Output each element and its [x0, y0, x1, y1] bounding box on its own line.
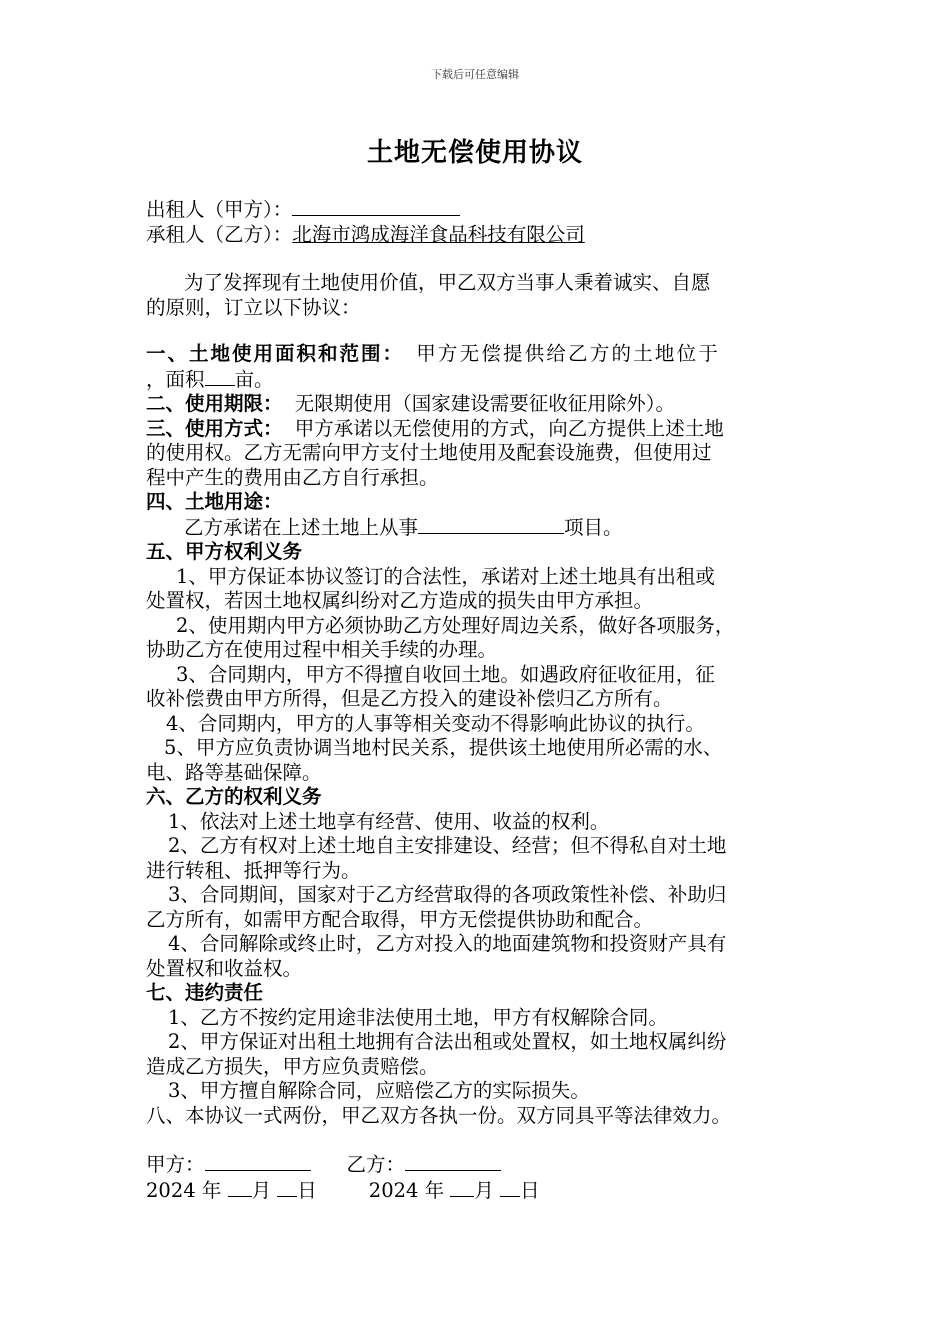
signature-row [146, 1152, 808, 1178]
spacer [146, 1128, 808, 1152]
section-5-item-cont: 协助乙方在使用过程中相关手续的办理。 [146, 638, 498, 661]
area-blank [205, 367, 235, 386]
month-blank [228, 1178, 252, 1197]
section-3-line [146, 417, 808, 442]
section-5-item-cont: 收补偿费由甲方所得，但是乙方投入的建设补偿归乙方所有。 [146, 687, 673, 710]
year-unit: 年 [424, 1178, 445, 1202]
section-6-item: 4、合同解除或终止时，乙方对投入的地面建筑物和投资财产具有 [168, 932, 727, 955]
section-3-line-3: 程中产生的费用由乙方自行承担。 [146, 465, 439, 489]
project-blank [418, 515, 564, 534]
section-5-item: 1、甲方保证本协议签订的合法性，承诺对上述土地具有出租或 [176, 564, 715, 588]
section-6-item-cont: 乙方所有，如需甲方配合取得，甲方无偿提供协助和配合。 [146, 907, 654, 931]
section-5-heading: 五、甲方权利义务 [146, 540, 303, 563]
lessor-label: 出租人（甲方）： [146, 198, 293, 221]
day-unit: 日 [297, 1178, 317, 1202]
section-5-item-cont: 电、路等基础保障。 [146, 760, 322, 784]
section-5-item: 5、甲方应负责协调当地村民关系，提供该土地使用所必需的水、 [164, 736, 723, 759]
intro-line-1: 为了发挥现有土地使用价值，甲乙双方当事人秉着诚实、自愿 [184, 271, 711, 294]
section-4-line [146, 515, 808, 541]
lessee-label: 承租人（乙方）： [146, 222, 293, 246]
section-6-item: 3、合同期间，国家对于乙方经营取得的各项政策性补偿、补助归 [168, 883, 727, 906]
section-1-text: 甲方无偿提供给乙方的土地位于 [416, 342, 721, 365]
party-a-year: 2024 [146, 1178, 196, 1202]
section-7-item-cont: 造成乙方损失，甲方应负责赔偿。 [146, 1054, 439, 1078]
section-2-text: 无限期使用（国家建设需要征收征用除外）。 [294, 392, 675, 415]
section-7-item: 3、甲方擅自解除合同，应赔偿乙方的实际损失。 [168, 1079, 590, 1102]
lessor-blank [292, 197, 460, 216]
section-1-heading: 一、土地使用面积和范围： [146, 342, 405, 365]
section-1-area-unit: 亩。 [234, 367, 274, 391]
section-3-line-2: 的使用权。乙方无需向甲方支付土地使用及配套设施费，但使用过 [146, 441, 712, 464]
month-blank [450, 1178, 474, 1197]
section-7-item: 1、乙方不按约定用途非法使用土地，甲方有权解除合同。 [168, 1005, 668, 1029]
month-unit: 月 [474, 1178, 494, 1202]
section-5-item: 2、使用期内甲方必须协助乙方处理好周边关系，做好各项服务， [176, 613, 735, 637]
month-unit: 月 [251, 1178, 272, 1202]
section-3-heading: 三、使用方式： [146, 416, 283, 440]
year-unit: 年 [201, 1178, 222, 1202]
party-b-year: 2024 [368, 1178, 419, 1202]
section-4-text-end: 项目。 [564, 515, 623, 539]
section-6-item: 1、依法对上述土地享有经营、使用、收益的权利。 [168, 809, 610, 833]
lessee-line [146, 223, 808, 248]
intro-line-2: 的原则，订立以下协议： [146, 295, 361, 319]
party-b-label: 乙方： [346, 1153, 406, 1176]
section-1-line-2 [146, 367, 808, 393]
day-blank [500, 1178, 520, 1197]
header-note: 下载后可任意编辑 [431, 68, 519, 81]
section-6-item-cont: 处置权和收益权。 [146, 956, 303, 980]
party-a-blank [205, 1152, 311, 1171]
section-2-line [146, 392, 808, 417]
section-4-heading: 四、土地用途： [146, 490, 283, 513]
spacer [146, 247, 808, 271]
section-2-heading: 二、使用期限： [146, 392, 283, 415]
section-3-text: 甲方承诺以无偿使用的方式，向乙方提供上述土地 [294, 416, 724, 440]
section-5-item-cont: 处置权，若因土地权属纠纷对乙方造成的损失由甲方承担。 [146, 589, 654, 612]
party-b-blank [405, 1152, 501, 1171]
day-blank [277, 1178, 297, 1197]
document-title: 土地无偿使用协议 [366, 138, 583, 168]
date-row [146, 1178, 808, 1204]
section-5-item: 3、合同期内，甲方不得擅自收回土地。如遇政府征收征用，征 [176, 662, 715, 686]
section-1-area-label: ，面积 [146, 367, 205, 391]
day-unit: 日 [520, 1178, 540, 1202]
section-4-text: 乙方承诺在上述土地上从事 [184, 515, 419, 539]
section-6-heading: 六、乙方的权利义务 [146, 785, 322, 808]
section-7-heading: 七、违约责任 [146, 981, 264, 1004]
lessee-name: 北海市鸿成海洋食品科技有限公司 [292, 222, 585, 246]
section-5-item: 4、合同期内，甲方的人事等相关变动不得影响此协议的执行。 [166, 711, 705, 735]
document-body [146, 197, 808, 1203]
lessor-line [146, 197, 808, 223]
section-6-item: 2、乙方有权对上述土地自主安排建设、经营；但不得私自对土地 [168, 834, 727, 857]
section-8-line: 八、本协议一式两份，甲乙双方各执一份。双方同具平等法律效力。 [146, 1103, 732, 1127]
section-6-item-cont: 进行转租、抵押等行为。 [146, 858, 361, 882]
spacer [146, 320, 808, 342]
section-1-line [146, 342, 808, 367]
party-a-label: 甲方： [146, 1153, 205, 1176]
section-7-item: 2、甲方保证对出租土地拥有合法出租或处置权，如土地权属纠纷 [168, 1030, 727, 1053]
